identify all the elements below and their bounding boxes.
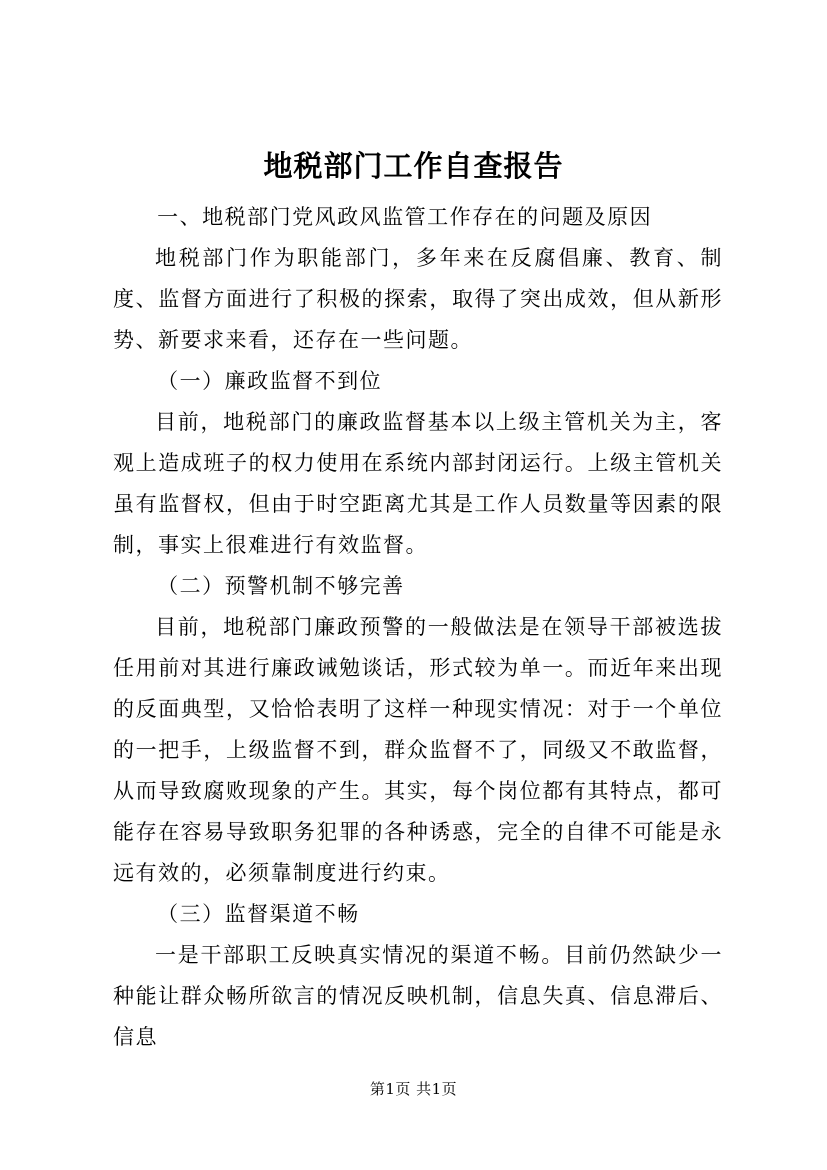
body-paragraph: 一是干部职工反映真实情况的渠道不畅。目前仍然缺少一种能让群众畅所欲言的情况反映机制，信息失真、信息滞后、信息 (113, 943, 723, 1049)
document-title: 地税部门工作自查报告 (263, 149, 564, 183)
subsection-heading: （三）监督渠道不畅 (157, 902, 360, 926)
body-paragraph: 地税部门作为职能部门，多年来在反腐倡廉、教育、制度、监督方面进行了积极的探索，取得了突出成效，但从新形势、新要求来看，还存在一些问题。 (113, 246, 723, 352)
body-paragraph: 目前，地税部门廉政预警的一般做法是在领导干部被选拔任用前对其进行廉政诫勉谈话，形式较为单一。而近年来出现的反面典型，又恰恰表明了这样一种现实情况：对于一个单位的一把手，上级监督不到，群众监督不了，同级又不敢监督，从而导致腐败现象的产生。其实，每个岗位都有其特点，都可能存在容易导致职务犯罪的各种诱惑，完全的自律不可能是永远有效的，必须靠制度进行约束。 (113, 615, 723, 885)
body-paragraph: 目前，地税部门的廉政监督基本以上级主管机关为主，客观上造成班子的权力使用在系统内部封闭运行。上级主管机关虽有监督权，但由于时空距离尤其是工作人员数量等因素的限制，事实上很难进行有效监督。 (113, 410, 723, 557)
page-footer: 第1页 共1页 (369, 1080, 458, 1098)
document-body (113, 197, 723, 1058)
subsection-heading: （二）预警机制不够完善 (157, 574, 405, 598)
section-heading: 一、地税部门党风政风监管工作存在的问题及原因 (157, 205, 653, 229)
subsection-heading: （一）廉政监督不到位 (157, 369, 383, 393)
